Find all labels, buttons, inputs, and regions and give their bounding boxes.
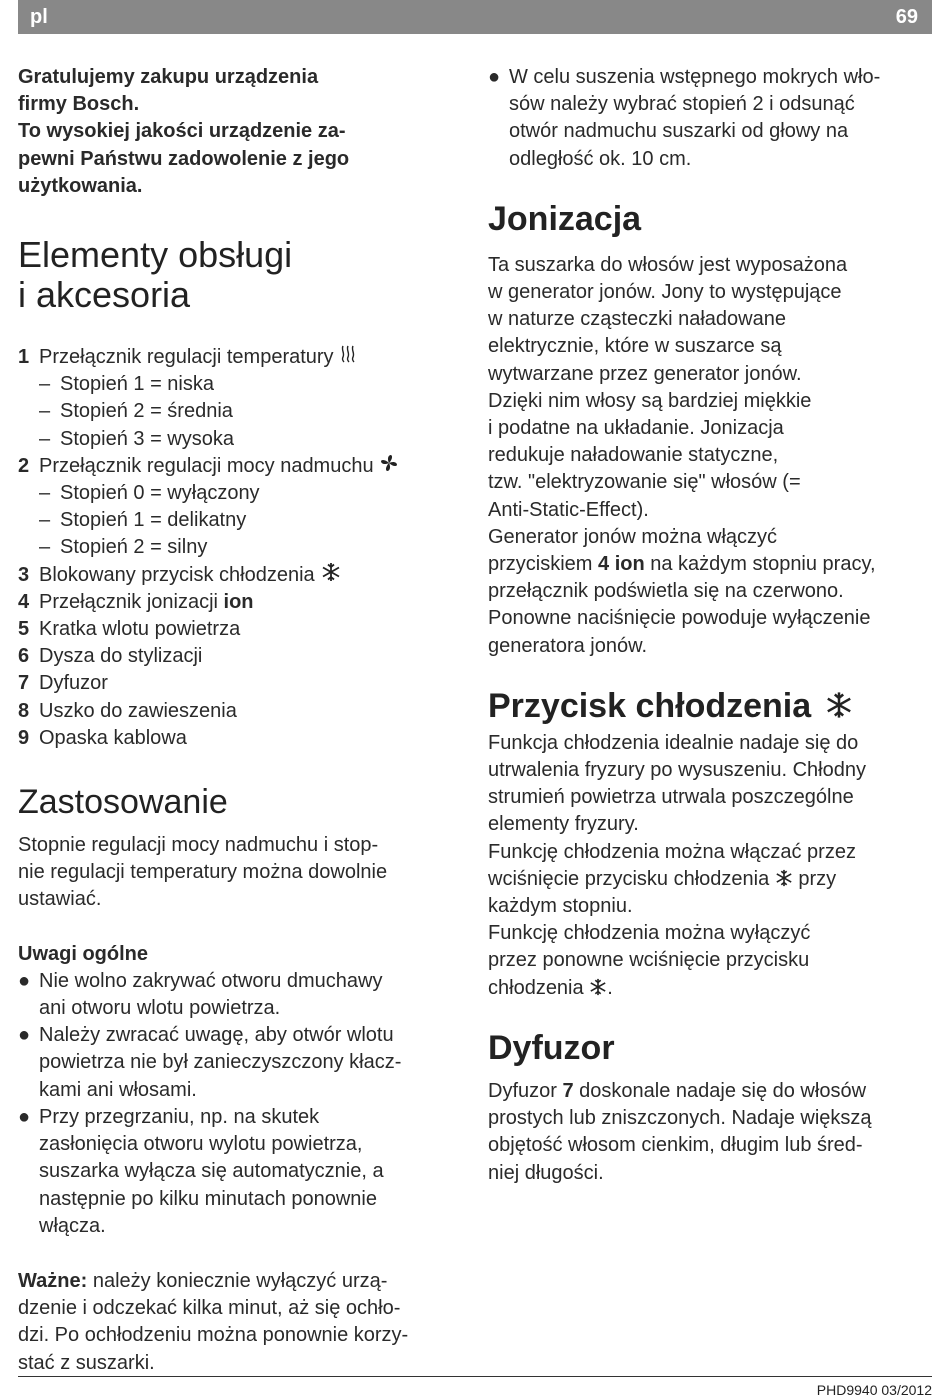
item-label: Przełącznik regulacji mocy nadmuchu bbox=[39, 454, 374, 477]
bullet-item bbox=[488, 64, 930, 91]
elements-title-line: i akcesoria bbox=[18, 274, 191, 316]
uwagi-list bbox=[18, 968, 458, 1240]
bullet-dot: ● bbox=[18, 1105, 31, 1128]
paragraph-line: objętość włosom cienkim, długim lub śred- bbox=[488, 1134, 863, 1157]
item-label: Stopień 1 = delikatny bbox=[60, 509, 247, 532]
paragraph-line: strumień powietrza utrwala poszczególne bbox=[488, 786, 854, 809]
paragraph-line: przez ponowne wciśnięcie przycisku bbox=[488, 949, 810, 972]
list-subitem bbox=[18, 371, 458, 398]
paragraph-line: Funkcję chłodzenia można wyłączyć bbox=[488, 922, 811, 945]
item-number: 6 bbox=[18, 645, 30, 668]
bullet-item bbox=[18, 1022, 458, 1049]
item-label: Przełącznik jonizacji bbox=[39, 590, 224, 613]
footer-rule bbox=[18, 1376, 932, 1377]
item-number: 9 bbox=[18, 726, 30, 749]
bullet-line: otwór nadmuchu suszarki od głowy na bbox=[509, 120, 849, 143]
paragraph-line: tzw. "elektryzowanie się" włosów (= bbox=[488, 471, 801, 494]
paragraph-line: generatora jonów. bbox=[488, 634, 648, 657]
list-item bbox=[18, 562, 458, 589]
intro-line: pewni Państwu zadowolenie z jego bbox=[18, 147, 350, 170]
list-item bbox=[18, 589, 458, 616]
fan-icon bbox=[379, 453, 399, 473]
item-number: 1 bbox=[18, 346, 30, 369]
bullet-line: Przy przegrzaniu, np. na skutek bbox=[39, 1105, 320, 1128]
dash: – bbox=[39, 400, 51, 423]
bullet-line: odległość ok. 10 cm. bbox=[509, 147, 692, 170]
text-run: Dyfuzor bbox=[488, 1079, 563, 1102]
paragraph-line: i podatne na układanie. Jonizacja bbox=[488, 417, 784, 440]
drying-tip bbox=[488, 64, 930, 173]
item-label: Dysza do stylizacji bbox=[39, 645, 203, 668]
list-item bbox=[18, 453, 458, 480]
bullet-line: następnie po kilku minutach ponownie bbox=[39, 1187, 377, 1210]
bullet-line: powietrza nie był zanieczyszczony kłacz- bbox=[39, 1051, 402, 1074]
wazne-text: należy koniecznie wyłączyć urzą- bbox=[87, 1269, 388, 1292]
item-label: Stopień 0 = wyłączony bbox=[60, 482, 260, 505]
item-label: Opaska kablowa bbox=[39, 726, 187, 749]
right-column bbox=[488, 64, 930, 1187]
wazne-line bbox=[18, 1268, 458, 1295]
elements-list bbox=[18, 344, 458, 752]
bullet-cont bbox=[488, 146, 930, 173]
snowflake-icon bbox=[589, 978, 607, 996]
paragraph-line bbox=[488, 975, 930, 1002]
text-run: . bbox=[607, 976, 613, 999]
paragraph-line bbox=[488, 1078, 930, 1105]
page-number: 69 bbox=[895, 6, 918, 28]
bullet-item bbox=[18, 968, 458, 995]
item-label: Uszko do zawieszenia bbox=[39, 699, 237, 722]
paragraph-line: redukuje naładowanie statyczne, bbox=[488, 444, 779, 467]
snowflake-icon bbox=[775, 869, 793, 887]
footer-model-date: PHD9940 03/2012 bbox=[816, 1382, 932, 1398]
bullet-dot: ● bbox=[488, 66, 501, 88]
paragraph-line: każdym stopniu. bbox=[488, 895, 633, 918]
snowflake-icon bbox=[321, 562, 341, 582]
wazne-line: dzenie i odczekać kilka minut, aż się ochło- bbox=[18, 1297, 401, 1320]
wazne-line: dzi. Po ochłodzeniu można ponownie korzy- bbox=[18, 1324, 409, 1347]
ion-label: ion bbox=[223, 590, 254, 613]
item-label: Przełącznik regulacji temperatury bbox=[39, 346, 334, 369]
snowflake-icon bbox=[825, 691, 853, 719]
bullet-line: ani otworu wlotu powietrza. bbox=[39, 997, 281, 1020]
paragraph-line: elementy fryzury. bbox=[488, 813, 639, 836]
item-number: 5 bbox=[18, 618, 30, 641]
cool-title bbox=[488, 686, 930, 726]
item-label: Stopień 1 = niska bbox=[60, 373, 214, 396]
item-label: Stopień 2 = średnia bbox=[60, 400, 233, 423]
paragraph-line: w naturze cząsteczki naładowane bbox=[488, 308, 786, 331]
paragraph-line: Stopnie regulacji mocy nadmuchu i stop- bbox=[18, 834, 379, 857]
bullet-item bbox=[18, 1104, 458, 1131]
dash: – bbox=[39, 536, 51, 559]
list-subitem bbox=[18, 507, 458, 534]
bullet-cont bbox=[18, 1213, 458, 1240]
bullet-cont bbox=[18, 995, 458, 1022]
bullet-line: suszarka wyłącza się automatycznie, a bbox=[39, 1160, 384, 1183]
paragraph-line bbox=[488, 551, 930, 578]
list-item bbox=[18, 670, 458, 697]
list-subitem bbox=[18, 534, 458, 561]
intro-line: To wysokiej jakości urządzenie za- bbox=[18, 120, 346, 143]
bullet-line: sów należy wybrać stopień 2 i odsunąć bbox=[509, 93, 855, 116]
heat-icon bbox=[339, 344, 359, 364]
cool-text bbox=[488, 730, 930, 1002]
bullet-line: włącza. bbox=[39, 1214, 106, 1237]
text-run: chłodzenia bbox=[488, 976, 590, 999]
item-number: 4 bbox=[18, 590, 30, 613]
paragraph-line: elektrycznie, które w suszarce są bbox=[488, 335, 782, 358]
item-number: 8 bbox=[18, 699, 30, 722]
item-label: Dyfuzor bbox=[39, 672, 108, 695]
ion-button-ref: 4 ion bbox=[598, 553, 645, 576]
wazne-label: Ważne: bbox=[18, 1269, 88, 1292]
intro-line: użytkowania. bbox=[18, 174, 143, 197]
bullet-line: Należy zwracać uwagę, aby otwór wlotu bbox=[39, 1024, 394, 1047]
bullet-cont bbox=[18, 1158, 458, 1185]
elements-title bbox=[18, 235, 458, 315]
list-subitem bbox=[18, 480, 458, 507]
paragraph-line: przełącznik podświetla się na czerwono. bbox=[488, 580, 844, 603]
header-bar bbox=[18, 0, 932, 34]
item-label: Blokowany przycisk chłodzenia bbox=[39, 563, 315, 586]
paragraph-line: Ta suszarka do włosów jest wyposażona bbox=[488, 253, 848, 276]
wazne-note bbox=[18, 1268, 458, 1377]
item-label: Stopień 3 = wysoka bbox=[60, 427, 234, 450]
bullet-cont bbox=[18, 1077, 458, 1104]
paragraph-line: niej długości. bbox=[488, 1161, 604, 1184]
text-run: na każdym stopniu pracy, bbox=[644, 553, 876, 576]
paragraph-line: nie regulacji temperatury można dowolnie bbox=[18, 861, 388, 884]
paragraph-line: utrwalenia fryzury po wysuszeniu. Chłodny bbox=[488, 759, 866, 782]
language-code: pl bbox=[30, 6, 48, 28]
jonizacja-title: Jonizacja bbox=[488, 199, 642, 238]
bullet-line: zasłonięcia otworu wylotu powietrza, bbox=[39, 1133, 363, 1156]
wazne-line: stać z suszarki. bbox=[18, 1351, 155, 1374]
bullet-dot: ● bbox=[18, 1024, 31, 1047]
cool-title-text: Przycisk chłodzenia bbox=[488, 686, 812, 725]
dyfuzor-text bbox=[488, 1078, 930, 1187]
list-item bbox=[18, 698, 458, 725]
intro-line: firmy Bosch. bbox=[18, 93, 140, 116]
item-number: 2 bbox=[18, 454, 30, 477]
bullet-line: W celu suszenia wstępnego mokrych wło- bbox=[509, 66, 881, 88]
item-label: Kratka wlotu powietrza bbox=[39, 618, 241, 641]
bullet-cont bbox=[18, 1131, 458, 1158]
paragraph-line: Dzięki nim włosy są bardziej miękkie bbox=[488, 389, 812, 412]
list-item bbox=[18, 344, 458, 371]
intro-line: Gratulujemy zakupu urządzenia bbox=[18, 66, 319, 88]
dyfuzor-title: Dyfuzor bbox=[488, 1028, 615, 1067]
dash: – bbox=[39, 482, 51, 505]
list-item bbox=[18, 725, 458, 752]
paragraph-line: prostych lub zniszczonych. Nadaje większą bbox=[488, 1107, 872, 1130]
list-subitem bbox=[18, 398, 458, 425]
jonizacja-text bbox=[488, 252, 930, 660]
bullet-cont bbox=[18, 1186, 458, 1213]
paragraph-line bbox=[488, 866, 930, 893]
list-item bbox=[18, 643, 458, 670]
paragraph-line: Generator jonów można włączyć bbox=[488, 525, 778, 548]
diffuser-ref: 7 bbox=[562, 1079, 574, 1102]
dash: – bbox=[39, 373, 51, 396]
paragraph-line: w generator jonów. Jony to występujące bbox=[488, 281, 842, 304]
bullet-dot: ● bbox=[18, 969, 31, 992]
paragraph-line: wytwarzane przez generator jonów. bbox=[488, 362, 802, 385]
uwagi-title: Uwagi ogólne bbox=[18, 942, 148, 965]
item-label: Stopień 2 = silny bbox=[60, 536, 208, 559]
left-column bbox=[18, 64, 458, 1377]
bullet-line: kami ani włosami. bbox=[39, 1078, 197, 1101]
paragraph-line: ustawiać. bbox=[18, 888, 102, 911]
paragraph-line: Anti-Static-Effect). bbox=[488, 498, 649, 521]
zastosowanie-title: Zastosowanie bbox=[18, 783, 228, 822]
bullet-cont bbox=[488, 91, 930, 118]
dash: – bbox=[39, 427, 51, 450]
bullet-cont bbox=[488, 118, 930, 145]
item-number: 7 bbox=[18, 672, 30, 695]
paragraph-line: Ponowne naciśnięcie powoduje wyłączenie bbox=[488, 607, 871, 630]
bullet-cont bbox=[18, 1049, 458, 1076]
dash: – bbox=[39, 509, 51, 532]
text-run: przyciskiem bbox=[488, 553, 599, 576]
text-run: przy bbox=[792, 867, 837, 890]
list-item bbox=[18, 616, 458, 643]
paragraph-line: Funkcję chłodzenia można włączać przez bbox=[488, 840, 856, 863]
text-run: wciśnięcie przycisku chłodzenia bbox=[488, 867, 775, 890]
elements-title-line: Elementy obsługi bbox=[18, 234, 293, 276]
bullet-line: Nie wolno zakrywać otworu dmuchawy bbox=[39, 969, 383, 992]
paragraph-line: Funkcja chłodzenia idealnie nadaje się do bbox=[488, 731, 859, 754]
item-number: 3 bbox=[18, 563, 30, 586]
intro-text bbox=[18, 64, 458, 200]
list-subitem bbox=[18, 426, 458, 453]
text-run: doskonale nadaje się do włosów bbox=[573, 1079, 867, 1102]
